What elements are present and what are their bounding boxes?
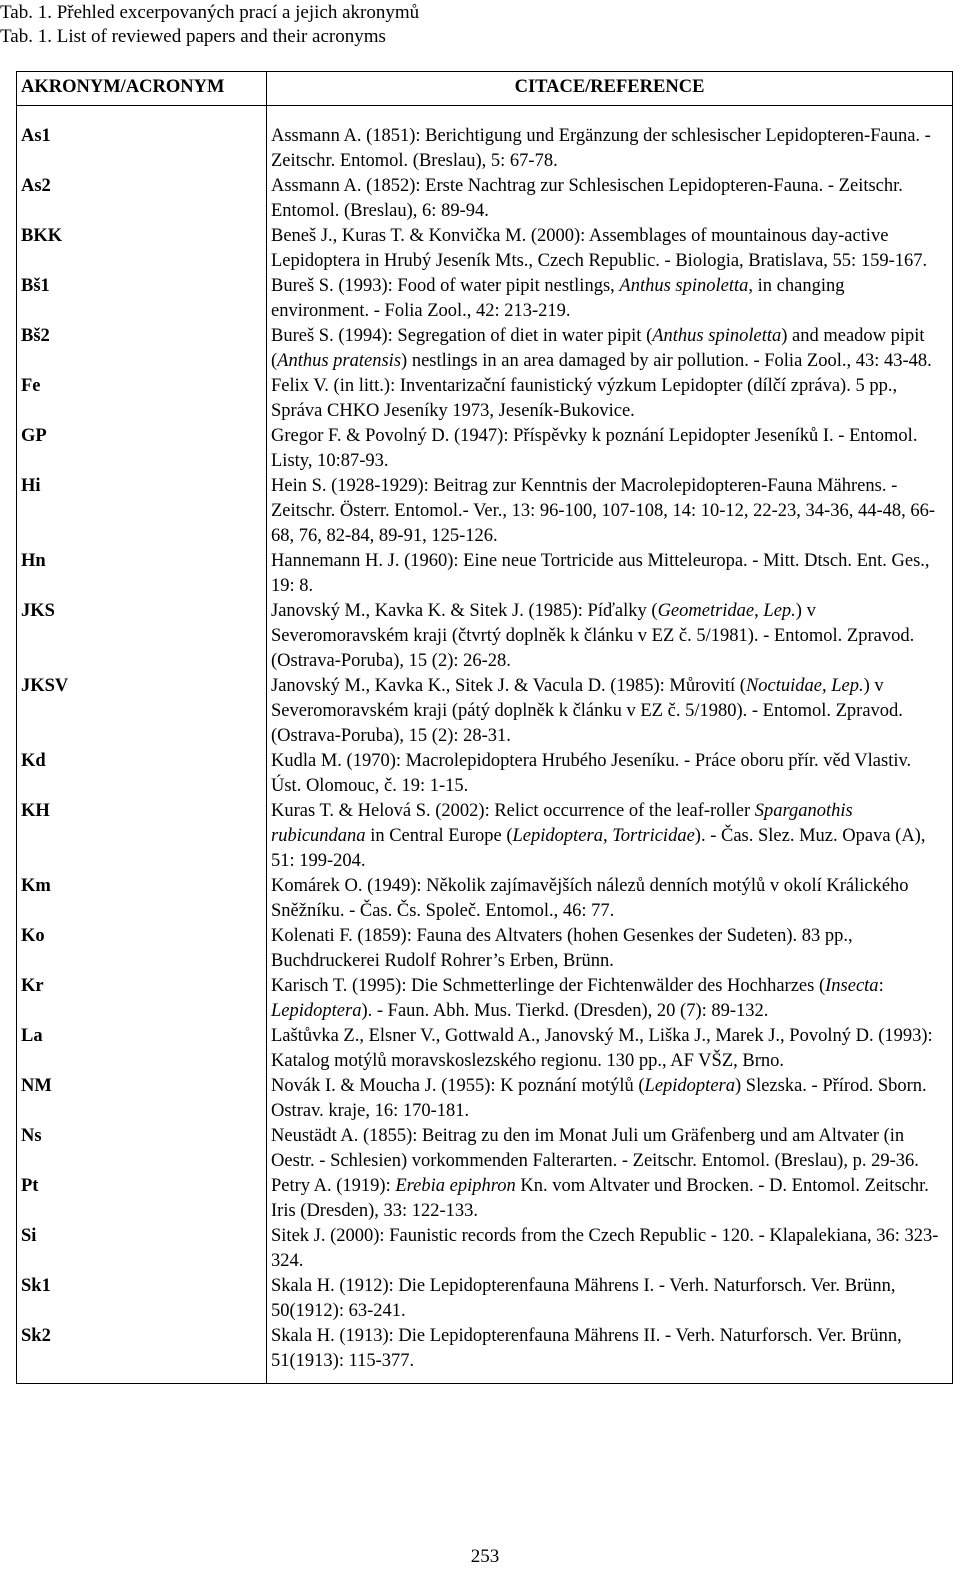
- acronym-cell: Ns: [21, 1126, 42, 1146]
- reference-cell: [267, 274, 953, 324]
- table-row: [17, 749, 953, 799]
- acronym-cell: Sk1: [21, 1276, 51, 1296]
- reference-text: Skala H. (1913): Die Lepidopterenfauna Mährens II. - Verh. Naturforsch. Ver. Brünn, 51(1913): 115-377.: [271, 1326, 902, 1371]
- reference-text: Hannemann H. J. (1960): Eine neue Tortricide aus Mitteleuropa. - Mitt. Dtsch. Ent. Ges., 19: 8.: [271, 551, 930, 596]
- table-row: [17, 799, 953, 874]
- reference-text: Felix V. (in litt.): Inventarizační faunistický výzkum Lepidopter (dílčí zpráva). 5 pp., Správa CHKO Jeseníky 1973, Jeseník-Bukovice.: [271, 376, 898, 421]
- acronym-cell: As2: [21, 176, 51, 196]
- reference-text: Hein S. (1928-1929): Beitrag zur Kenntnis der Macrolepidopteren-Fauna Mährens. - Zeitschr. Österr. Entomol.- Ver., 13: 96-100, 107-108, 14: 10-12, 22-23, 34-36, 44-48, 66-68, 76, 82-84, 89-91, 125-126.: [271, 476, 936, 546]
- reference-text: in Central Europe (: [365, 826, 513, 846]
- table-row: [17, 274, 953, 324]
- reference-text: ,: [822, 676, 832, 696]
- acronym-cell: Hn: [21, 551, 46, 571]
- acronym-cell: Sk2: [21, 1326, 51, 1346]
- reference-text: ,: [754, 601, 764, 621]
- reference-cell: [267, 1324, 953, 1384]
- reference-cell: [267, 1174, 953, 1224]
- reference-text: Sitek J. (2000): Faunistic records from the Czech Republic - 120. - Klapalekiana, 36: 323-324.: [271, 1226, 939, 1271]
- acronym-cell: KH: [21, 801, 50, 821]
- reference-text: Bureš S. (1994): Segregation of diet in water pipit (: [271, 326, 653, 346]
- table-row: [17, 549, 953, 599]
- table-row: [17, 599, 953, 674]
- references-table: [16, 71, 953, 1384]
- reference-text: Petry A. (1919):: [271, 1176, 396, 1196]
- acronym-cell: JKS: [21, 601, 55, 621]
- reference-text: Kudla M. (1970): Macrolepidoptera Hrubého Jeseníku. - Práce oboru přír. věd Vlastiv. Úst. Olomouc, č. 19: 1-15.: [271, 751, 912, 796]
- acronym-cell: GP: [21, 426, 47, 446]
- table-row: [17, 924, 953, 974]
- table-header-row: [17, 72, 953, 106]
- reference-italic-text: Erebia epiphron: [395, 1176, 516, 1196]
- table-row: [17, 174, 953, 224]
- acronym-cell: Hi: [21, 476, 41, 496]
- reference-text: ). - Čas. Slez. Muz. Opava (A), 51: 199-204.: [271, 826, 926, 871]
- table-row: [17, 1074, 953, 1124]
- table-row: [17, 324, 953, 374]
- reference-text: , in changing environment. - Folia Zool., 42: 213-219.: [271, 276, 845, 321]
- reference-text: ). - Faun. Abh. Mus. Tierkd. (Dresden), 20 (7): 89-132.: [361, 1001, 769, 1021]
- reference-text: Beneš J., Kuras T. & Konvička M. (2000): Assemblages of mountainous day-active Lepidoptera in Hrubý Jeseník Mts., Czech Republic. - Biologia, Bratislava, 55: 159-167.: [271, 226, 928, 271]
- reference-text: Bureš S. (1993): Food of water pipit nestlings,: [271, 276, 620, 296]
- reference-cell: [267, 799, 953, 874]
- reference-italic-text: Anthus spinoletta: [619, 276, 749, 296]
- reference-cell: [267, 924, 953, 974]
- reference-text: ) Slezska. - Přírod. Sborn. Ostrav. kraje, 16: 170-181.: [271, 1076, 927, 1121]
- reference-text: Janovský M., Kavka K., Sitek J. & Vacula D. (1985): Můrovití (: [271, 676, 746, 696]
- reference-text: Gregor F. & Povolný D. (1947): Příspěvky k poznání Lepidopter Jeseníků I. - Entomol. Listy, 10:87-93.: [271, 426, 918, 471]
- header-reference: CITACE/REFERENCE: [267, 72, 953, 106]
- table-body: [17, 106, 953, 1384]
- reference-cell: [267, 324, 953, 374]
- reference-text: ) nestlings in an area damaged by air pollution. - Folia Zool., 43: 43-48.: [401, 351, 932, 371]
- reference-cell: [267, 474, 953, 549]
- reference-italic-text: Lepidoptera: [271, 1001, 362, 1021]
- table-row: [17, 974, 953, 1024]
- reference-italic-text: Lepidoptera: [644, 1076, 735, 1096]
- table-row: [17, 424, 953, 474]
- acronym-cell: Km: [21, 876, 51, 896]
- reference-italic-text: Anthus spinoletta: [652, 326, 782, 346]
- reference-cell: [267, 1124, 953, 1174]
- acronym-cell: Bš2: [21, 326, 50, 346]
- table-row: [17, 474, 953, 549]
- reference-text: Novák I. & Moucha J. (1955): K poznání motýlů (: [271, 1076, 645, 1096]
- reference-cell: [267, 106, 953, 175]
- reference-italic-text: Insecta: [825, 976, 879, 996]
- acronym-cell: La: [21, 1026, 43, 1046]
- reference-italic-text: Geometridae: [657, 601, 755, 621]
- table-row: [17, 224, 953, 274]
- header-acronym: AKRONYM/ACRONYM: [17, 72, 267, 106]
- reference-italic-text: Noctuidae: [745, 676, 823, 696]
- acronym-cell: As1: [21, 126, 51, 146]
- table-caption-english: Tab. 1. List of reviewed papers and their acronyms: [0, 26, 386, 47]
- reference-text: Assmann A. (1852): Erste Nachtrag zur Schlesischen Lepidopteren-Fauna. - Zeitschr. Entomol. (Breslau), 6: 89-94.: [271, 176, 903, 221]
- acronym-cell: Bš1: [21, 276, 50, 296]
- reference-text: Skala H. (1912): Die Lepidopterenfauna Mährens I. - Verh. Naturforsch. Ver. Brünn, 50(1912): 63-241.: [271, 1276, 896, 1321]
- acronym-cell: Kr: [21, 976, 44, 996]
- table-caption-czech: Tab. 1. Přehled excerpovaných prací a jejich akronymů: [0, 2, 420, 23]
- reference-cell: [267, 874, 953, 924]
- reference-text: :: [878, 976, 884, 996]
- reference-italic-text: Lepidoptera: [512, 826, 603, 846]
- reference-text: Kolenati F. (1859): Fauna des Altvaters (hohen Gesenkes der Sudeten). 83 pp., Buchdruckerei Rudolf Rohrer’s Erben, Brünn.: [271, 926, 853, 971]
- reference-italic-text: Lep.: [831, 676, 864, 696]
- reference-cell: [267, 1224, 953, 1274]
- reference-text: Karisch T. (1995): Die Schmetterlinge der Fichtenwälder des Hochharzes (: [271, 976, 826, 996]
- reference-cell: [267, 674, 953, 749]
- table-row: [17, 674, 953, 749]
- table-row: [17, 1124, 953, 1174]
- table-row: [17, 874, 953, 924]
- reference-italic-text: Anthus pratensis: [277, 351, 402, 371]
- reference-italic-text: Lep.: [763, 601, 796, 621]
- table-row: [17, 1324, 953, 1384]
- page-number: 253: [470, 1546, 500, 1567]
- reference-cell: [267, 224, 953, 274]
- reference-italic-text: Sparganothis rubicundana: [271, 801, 853, 846]
- table-row: [17, 106, 953, 175]
- reference-text: Laštůvka Z., Elsner V., Gottwald A., Janovský M., Liška J., Marek J., Povolný D. (1993): Katalog motýlů moravskoslezského regionu. 130 pp., AF VŠZ, Brno.: [271, 1026, 933, 1071]
- reference-cell: [267, 1074, 953, 1124]
- reference-text: ) v Severomoravském kraji (čtvrtý doplněk k článku v EZ č. 5/1981). - Entomol. Zpravod. (Ostrava-Poruba), 15 (2): 26-28.: [271, 601, 915, 671]
- reference-text: Kuras T. & Helová S. (2002): Relict occurrence of the leaf-roller: [271, 801, 755, 821]
- reference-text: Janovský M., Kavka K. & Sitek J. (1985): Píďalky (: [271, 601, 658, 621]
- acronym-cell: Ko: [21, 926, 45, 946]
- reference-text: Kn. vom Altvater und Brocken. - D. Entomol. Zeitschr. Iris (Dresden), 33: 122-133.: [271, 1176, 929, 1221]
- reference-text: ) and meadow pipit (: [271, 326, 925, 371]
- reference-text: ) v Severomoravském kraji (pátý doplněk k článku v EZ č. 5/1980). - Entomol. Zpravod. (Ostrava-Poruba), 15 (2): 28-31.: [271, 676, 903, 746]
- acronym-cell: Si: [21, 1226, 37, 1246]
- reference-cell: [267, 424, 953, 474]
- reference-cell: [267, 1274, 953, 1324]
- table-row: [17, 1224, 953, 1274]
- acronym-cell: JKSV: [21, 676, 69, 696]
- reference-cell: [267, 549, 953, 599]
- acronym-cell: BKK: [21, 226, 63, 246]
- reference-text: ,: [602, 826, 613, 846]
- reference-text: Neustädt A. (1855): Beitrag zu den im Monat Juli um Gräfenberg und am Altvater (in Oestr. - Schlesien) vorkommenden Falterarten. - Zeitschr. Entomol. (Breslau), p. 29-36.: [271, 1126, 919, 1171]
- table-row: [17, 1024, 953, 1074]
- reference-cell: [267, 374, 953, 424]
- reference-cell: [267, 749, 953, 799]
- reference-text: Komárek O. (1949): Několik zajímavějších nálezů denních motýlů v okolí Králického Sněžníku. - Čas. Čs. Společ. Entomol., 46: 77.: [271, 876, 909, 921]
- acronym-cell: Kd: [21, 751, 46, 771]
- reference-text: Assmann A. (1851): Berichtigung und Ergänzung der schlesischer Lepidopteren-Fauna. - Zeitschr. Entomol. (Breslau), 5: 67-78.: [271, 126, 931, 171]
- reference-italic-text: Tortricidae: [612, 826, 695, 846]
- table-row: [17, 1174, 953, 1224]
- acronym-cell: NM: [21, 1076, 52, 1096]
- reference-cell: [267, 974, 953, 1024]
- acronym-cell: Pt: [21, 1176, 39, 1196]
- table-row: [17, 374, 953, 424]
- reference-cell: [267, 1024, 953, 1074]
- reference-cell: [267, 174, 953, 224]
- reference-cell: [267, 599, 953, 674]
- table-row: [17, 1274, 953, 1324]
- acronym-cell: Fe: [21, 376, 41, 396]
